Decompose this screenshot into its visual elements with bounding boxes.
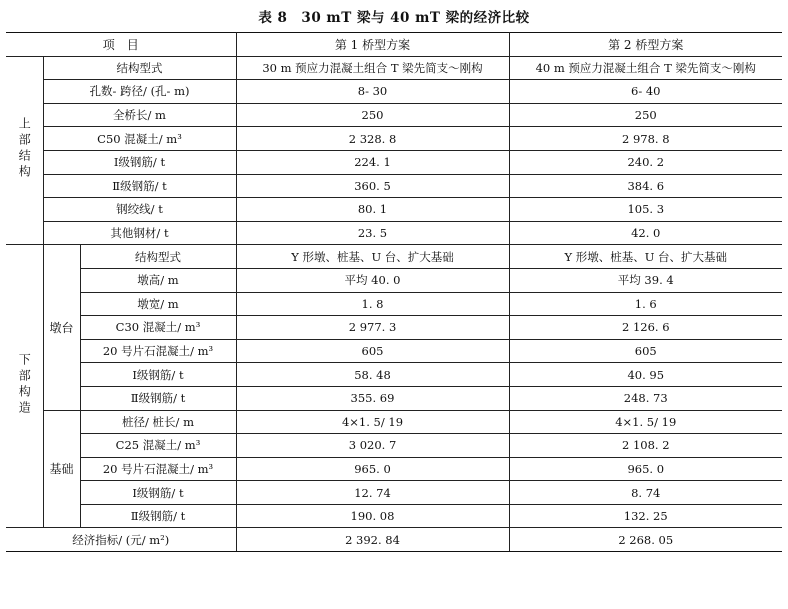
- plan2-cell: 4×1. 5/ 19: [509, 410, 782, 434]
- table-row: [6, 56, 782, 80]
- table-row: [6, 80, 782, 104]
- subgroup-foundation: 基础: [43, 410, 80, 528]
- row-label: C25 混凝土/ m³: [80, 434, 236, 458]
- plan2-cell: 1. 6: [509, 292, 782, 316]
- row-label: 墩高/ m: [80, 268, 236, 292]
- header-plan1: 第 1 桥型方案: [236, 33, 509, 57]
- plan1-cell: 58. 48: [236, 363, 509, 387]
- plan1-cell: 4×1. 5/ 19: [236, 410, 509, 434]
- row-label: Ⅰ级钢筋/ t: [43, 150, 236, 174]
- table-row: [6, 245, 782, 269]
- summary-label: 经济指标/ (元/ m²): [6, 528, 236, 552]
- row-label: 全桥长/ m: [43, 103, 236, 127]
- table-row: [6, 457, 782, 481]
- plan2-cell: 2 126. 6: [509, 316, 782, 340]
- plan2-cell: 2 978. 8: [509, 127, 782, 151]
- plan2-cell: 105. 3: [509, 198, 782, 222]
- plan2-cell: 248. 73: [509, 386, 782, 410]
- plan1-cell: 965. 0: [236, 457, 509, 481]
- plan1-cell: 224. 1: [236, 150, 509, 174]
- table-row: [6, 339, 782, 363]
- header-plan2: 第 2 桥型方案: [509, 33, 782, 57]
- plan2-cell: 132. 25: [509, 504, 782, 528]
- plan2-cell: Y 形墩、桩基、U 台、扩大基础: [509, 245, 782, 269]
- plan2-cell: 965. 0: [509, 457, 782, 481]
- table-row: [6, 174, 782, 198]
- plan1-cell: 2 328. 8: [236, 127, 509, 151]
- row-label: Ⅱ级钢筋/ t: [80, 504, 236, 528]
- table-row: [6, 481, 782, 505]
- table-row: [6, 386, 782, 410]
- table-row: [6, 434, 782, 458]
- row-label: 孔数- 跨径/ (孔- m): [43, 80, 236, 104]
- plan1-cell: 2 977. 3: [236, 316, 509, 340]
- table-row: [6, 316, 782, 340]
- plan2-cell: 240. 2: [509, 150, 782, 174]
- plan1-cell: 355. 69: [236, 386, 509, 410]
- row-label: C30 混凝土/ m³: [80, 316, 236, 340]
- plan2-cell: 605: [509, 339, 782, 363]
- row-label: 钢绞线/ t: [43, 198, 236, 222]
- row-label: 20 号片石混凝土/ m³: [80, 457, 236, 481]
- plan2-cell: 8. 74: [509, 481, 782, 505]
- plan1-cell: 3 020. 7: [236, 434, 509, 458]
- header-row: [6, 33, 782, 57]
- plan2-cell: 384. 6: [509, 174, 782, 198]
- row-label: 结构型式: [80, 245, 236, 269]
- plan1-cell: Y 形墩、桩基、U 台、扩大基础: [236, 245, 509, 269]
- summary-plan2: 2 268. 05: [509, 528, 782, 552]
- row-label: Ⅱ级钢筋/ t: [80, 386, 236, 410]
- plan1-cell: 360. 5: [236, 174, 509, 198]
- summary-row: [6, 528, 782, 552]
- plan1-cell: 8- 30: [236, 80, 509, 104]
- table-row: [6, 150, 782, 174]
- table-row: [6, 221, 782, 245]
- row-label: Ⅰ级钢筋/ t: [80, 481, 236, 505]
- table-row: [6, 504, 782, 528]
- plan1-cell: 23. 5: [236, 221, 509, 245]
- group-superstructure: 上部结构: [6, 56, 43, 245]
- plan2-cell: 平均 39. 4: [509, 268, 782, 292]
- row-label: Ⅱ级钢筋/ t: [43, 174, 236, 198]
- plan1-cell: 12. 74: [236, 481, 509, 505]
- table-row: [6, 410, 782, 434]
- plan2-cell: 42. 0: [509, 221, 782, 245]
- row-label: 墩宽/ m: [80, 292, 236, 316]
- row-label: 结构型式: [43, 56, 236, 80]
- table-row: [6, 103, 782, 127]
- plan1-cell: 80. 1: [236, 198, 509, 222]
- plan1-cell: 30 m 预应力混凝土组合 T 梁先简支～刚构: [236, 56, 509, 80]
- subgroup-pier: 墩台: [43, 245, 80, 410]
- row-label: C50 混凝土/ m³: [43, 127, 236, 151]
- comparison-table: [6, 32, 782, 552]
- table-row: [6, 127, 782, 151]
- plan1-cell: 250: [236, 103, 509, 127]
- plan1-cell: 605: [236, 339, 509, 363]
- table-title: 表 8 30 mT 梁与 40 mT 梁的经济比较: [258, 10, 530, 26]
- plan2-cell: 6- 40: [509, 80, 782, 104]
- table-row: [6, 363, 782, 387]
- plan2-cell: 40 m 预应力混凝土组合 T 梁先简支～刚构: [509, 56, 782, 80]
- plan1-cell: 190. 08: [236, 504, 509, 528]
- plan1-cell: 1. 8: [236, 292, 509, 316]
- plan2-cell: 40. 95: [509, 363, 782, 387]
- summary-plan1: 2 392. 84: [236, 528, 509, 552]
- table-row: [6, 268, 782, 292]
- row-label: Ⅰ级钢筋/ t: [80, 363, 236, 387]
- plan2-cell: 2 108. 2: [509, 434, 782, 458]
- plan1-cell: 平均 40. 0: [236, 268, 509, 292]
- table-row: [6, 198, 782, 222]
- header-item: 项 目: [6, 33, 236, 57]
- row-label: 桩径/ 桩长/ m: [80, 410, 236, 434]
- plan2-cell: 250: [509, 103, 782, 127]
- group-substructure: 下部构造: [6, 245, 43, 528]
- table-row: [6, 292, 782, 316]
- row-label: 其他钢材/ t: [43, 221, 236, 245]
- row-label: 20 号片石混凝土/ m³: [80, 339, 236, 363]
